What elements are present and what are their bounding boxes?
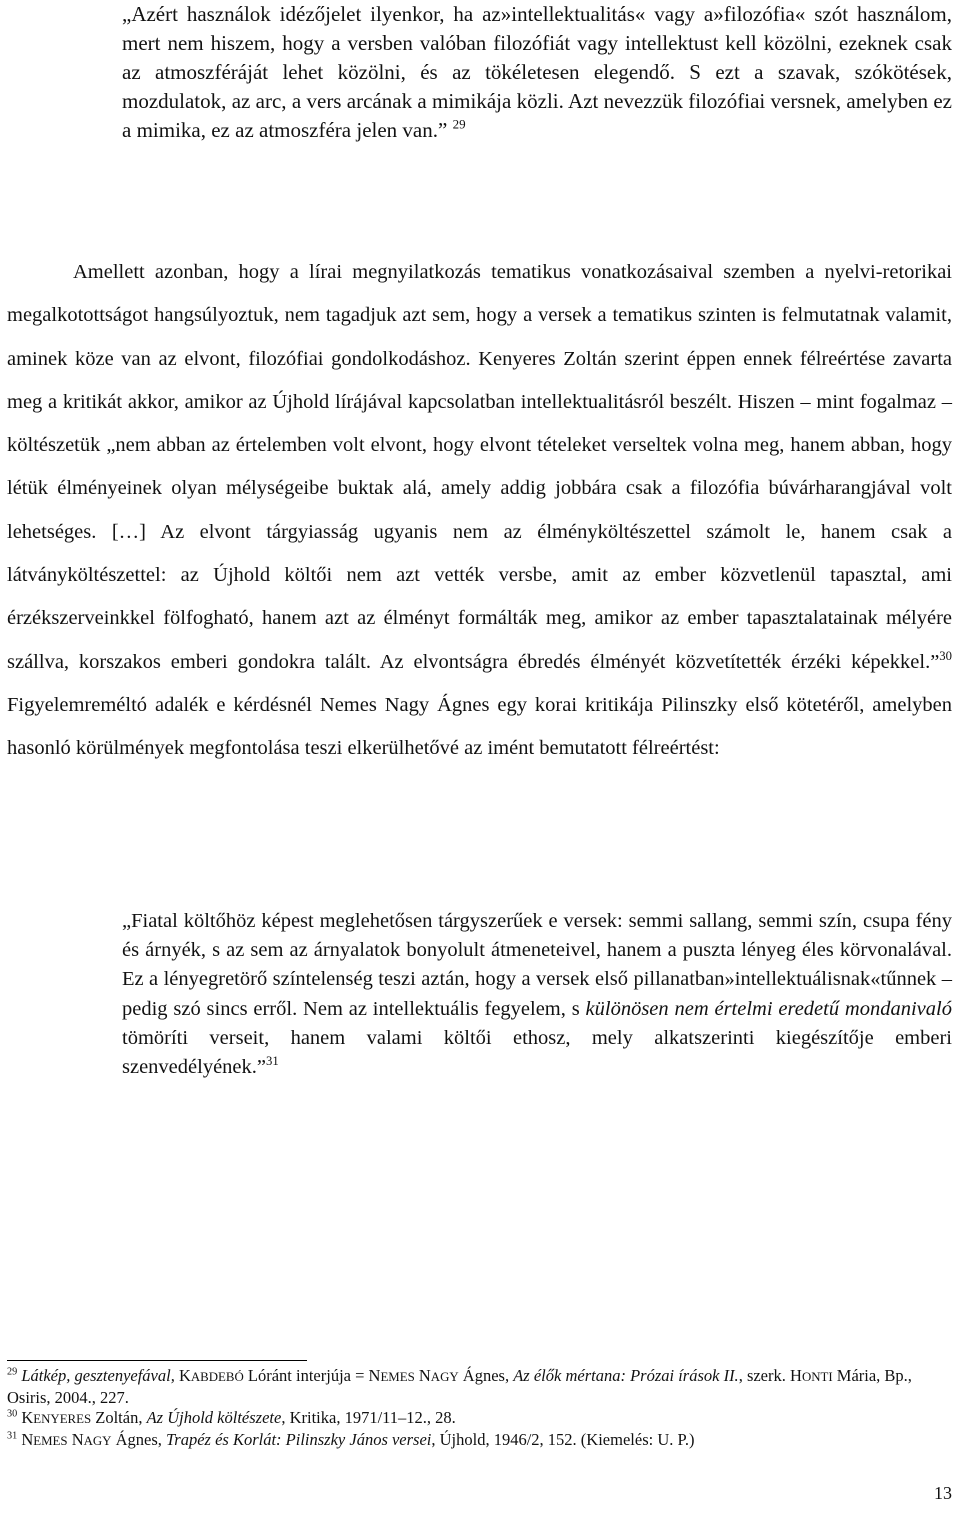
author-initial: N	[21, 1430, 34, 1450]
footnote-ref-30[interactable]: 30	[939, 648, 952, 663]
footnote-text: Zoltán,	[91, 1408, 147, 1428]
footnote-text: Mária, Bp., Osiris, 2004., 227.	[7, 1366, 912, 1407]
quote-2-emphasis: különösen nem értelmi eredetű mondanivaló	[585, 997, 952, 1020]
footnote-title: Látkép, gesztenyefával,	[21, 1366, 175, 1385]
footnote-separator	[7, 1360, 307, 1361]
footnote-text: , Kritika, 1971/11–12., 28.	[281, 1408, 456, 1428]
block-quote-1	[122, 0, 952, 145]
author-initial: N	[71, 1430, 84, 1450]
footnotes	[7, 1366, 952, 1452]
body-paragraph	[7, 251, 952, 771]
author-smallcaps: ONTI	[801, 1370, 833, 1384]
footnote-30	[7, 1408, 952, 1430]
quote-2-text-1: „Fiatal költőhöz képest meglehetősen tárgyszerűek e versek: semmi sallang, semmi szín, csupa fény és árnyék, s az sem az árnyalatok bonyolult átmeneteivel, hanem a puszta lényeg éles körvonalával. Ez a lényegretörő színtelenség teszi aztán, hogy a versek első pillanatban»intellektuálisnak«tűnnek – pedig szó sincs erről. Nem az intellektuális fegyelem, s	[122, 910, 952, 1020]
author-smallcaps: EMES	[33, 1434, 68, 1449]
author-smallcaps: AGY	[430, 1370, 459, 1384]
author-initial: K	[21, 1408, 34, 1428]
footnote-book-title: Trapéz és Korlát: Pilinszky János versei	[166, 1430, 432, 1450]
author-smallcaps: EMES	[380, 1370, 415, 1384]
footnote-text: Ágnes,	[458, 1366, 514, 1385]
author-initial: N	[368, 1366, 381, 1385]
footnote-number: 30	[7, 1408, 18, 1420]
author-smallcaps: ABDEBÓ	[190, 1370, 244, 1384]
footnote-31	[7, 1430, 952, 1452]
author-smallcaps: ENYERES	[33, 1412, 92, 1427]
footnote-book-title: Az élők mértana: Prózai írások II.	[513, 1366, 739, 1385]
quote-1-text: „Azért használok idézőjelet ilyenkor, ha az»intellektualitás« vagy a»filozófia« szót használom, mert nem hiszem, hogy a versben valóban filozófiát vagy intellektust kell közölni, ezeknek csak az atmoszféráját lehet közölni, és az tökéletesen elegendő. S ezt a szavak, szókötések, mozdulatok, az arc, a vers arcának a mimikája közli. Azt nevezzük filozófiai versnek, amelyben ez a mimika, ez az atmoszféra jelen van.”	[122, 2, 952, 142]
paragraph-text-2: Figyelemreméltó adalék e kérdésnél Nemes Nagy Ágnes egy korai kritikája Pilinszky első kötetéről, amelyben hasonló körülmények megfontolása teszi elkerülhetővé az imént bemutatott félreértést:	[7, 693, 952, 760]
footnote-ref-29[interactable]: 29	[452, 116, 466, 132]
quote-2-text-2: tömöríti verseit, hanem valami költői ethosz, mely alkatszerinti kiegészítője emberi szenvedélyének.”	[122, 1026, 952, 1079]
author-smallcaps: AGY	[83, 1434, 112, 1449]
footnote-text: , Újhold, 1946/2, 152. (Kiemelés: U. P.)	[431, 1430, 695, 1450]
footnote-ref-31[interactable]: 31	[266, 1053, 279, 1068]
footnote-book-title: Az Újhold költészete	[146, 1408, 282, 1428]
page-number: 13	[934, 1483, 952, 1503]
paragraph-text-1: Amellett azonban, hogy a lírai megnyilatkozás tematikus vonatkozásaival szemben a nyelvi-retorikai megalkotottságot hangsúlyoztuk, nem tagadjuk azt sem, hogy a versek a tematikus szinten is felmutatnak valamit, aminek köze van az elvont, filozófiai gondolkodáshoz. Kenyeres Zoltán szerint éppen ennek félreértése zavarta meg a kritikát akkor, amikor az Újhold lírájával kapcsolatban intellektualitásról beszélt. Hiszen – mint fogalmaz – költészetük „nem abban az értelemben volt elvont, hogy elvont tételeket verseltek volna meg, hanem abban, hogy létük élményeinek olyan mélységeibe buktak alá, amely addig jobbára csak a filozófia búvárharangjával volt lehetséges. […] Az elvont tárgyiasság ugyanis nem az élményköltészettel számolt le, hanem csak a látványköltészettel: az Újhold költői nem azt vették versbe, amit az ember közvetlenül tapasztal, ami érzékszerveinkkel fölfogható, hanem azt az élményt formálták meg, amikor az ember tapasztalatainak mélyére szállva, korszakos emberi gondokra talált. Az elvontságra ébredés élményét közvetítették érzéki képekkel.”	[7, 261, 952, 673]
author-initial: H	[790, 1366, 802, 1385]
footnote-29	[7, 1366, 952, 1408]
block-quote-2	[122, 907, 952, 1082]
footnote-text: Ágnes,	[111, 1430, 167, 1450]
footnote-number: 31	[7, 1430, 18, 1442]
footnote-number: 29	[7, 1366, 18, 1378]
author-initial: N	[418, 1366, 431, 1385]
footnote-text: Lóránt interjúja =	[243, 1366, 369, 1385]
footnote-text: , szerk.	[738, 1366, 791, 1385]
author-initial: K	[178, 1366, 191, 1385]
